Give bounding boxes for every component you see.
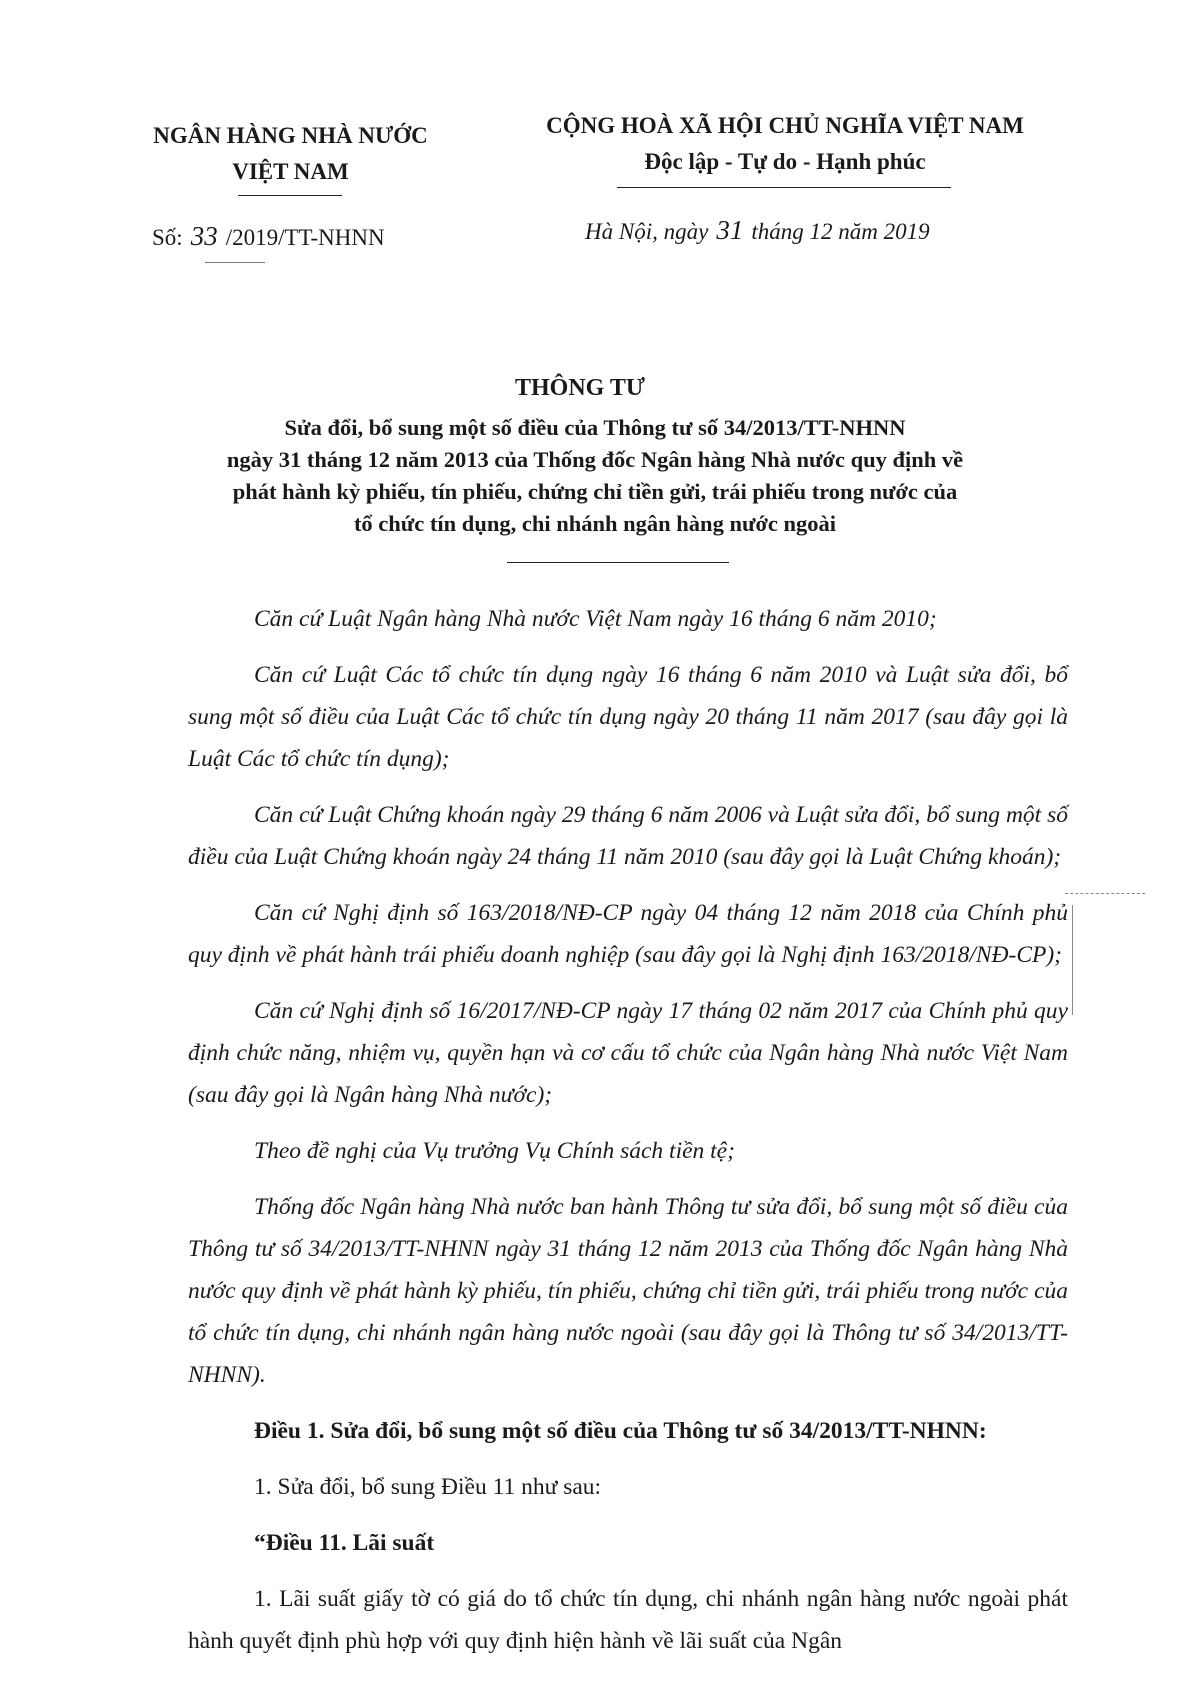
article-1-heading: Điều 1. Sửa đổi, bổ sung một số điều của Thông tư số 34/2013/TT-NHNN: [254, 1418, 987, 1444]
date-handwritten-day: 31 [716, 215, 744, 245]
country-name: CỘNG HOÀ XÃ HỘI CHỦ NGHĨA VIỆT NAM [546, 113, 1024, 138]
document-type: THÔNG TƯ [514, 375, 646, 401]
doc-number-handwritten: 33 [190, 221, 218, 251]
agency-underline [238, 195, 342, 196]
doc-number-prefix: Số: [152, 225, 183, 250]
document-number [152, 218, 385, 256]
legal-basis: Căn cứ Luật Chứng khoán ngày 29 tháng 6 năm 2006 và Luật sửa đổi, bổ sung một số điều của Luật Chứng khoán ngày 24 tháng 11 năm 2010 (sau đây gọi là Luật Chứng khoán); [188, 802, 1068, 870]
issue-date [585, 212, 930, 250]
national-motto: Độc lập - Tự do - Hạnh phúc [644, 149, 926, 174]
subject-line: tổ chức tín dụng, chi nhánh ngân hàng nước ngoài [353, 511, 837, 536]
document-body [188, 598, 1068, 1662]
legal-basis: Căn cứ Luật Ngân hàng Nhà nước Việt Nam ngày 16 tháng 6 năm 2010; [254, 606, 937, 632]
issuance-statement: Thống đốc Ngân hàng Nhà nước ban hành Thông tư sửa đổi, bổ sung một số điều của Thông tư số 34/2013/TT-NHNN ngày 31 tháng 12 năm 2013 của Thống đốc Ngân hàng Nhà nước quy định về phát hành kỳ phiếu, tín phiếu, chứng chỉ tiền gửi, trái phiếu trong nước của tổ chức tín dụng, chi nhánh ngân hàng nước ngoài (sau đây gọi là Thông tư số 34/2013/TT-NHNN). [188, 1194, 1068, 1388]
agency-line-1: NGÂN HÀNG NHÀ NƯỚC [153, 123, 428, 148]
subject-line: Sửa đổi, bổ sung một số điều của Thông tư số 34/2013/TT-NHNN [284, 415, 906, 440]
legal-basis: Căn cứ Nghị định số 16/2017/NĐ-CP ngày 17 tháng 02 năm 2017 của Chính phủ quy định chức năng, nhiệm vụ, quyền hạn và cơ cấu tổ chức của Ngân hàng Nhà nước Việt Nam (sau đây gọi là Ngân hàng Nhà nước); [188, 998, 1068, 1108]
doc-number-underline [205, 262, 265, 263]
subject-line: ngày 31 tháng 12 năm 2013 của Thống đốc Ngân hàng Nhà nước quy định về [226, 447, 964, 472]
document-subject [165, 412, 1025, 540]
agency-line-2: VIỆT NAM [232, 159, 349, 184]
national-title [505, 108, 1065, 180]
subject-underline [507, 562, 729, 563]
date-suffix: tháng 12 năm 2019 [751, 219, 930, 244]
issuing-agency [118, 118, 463, 190]
scan-margin-mark [1072, 905, 1073, 1015]
scan-margin-mark [1065, 893, 1145, 894]
proposal-note: Theo đề nghị của Vụ trưởng Vụ Chính sách tiền tệ; [254, 1138, 735, 1164]
date-prefix: Hà Nội, ngày [585, 219, 709, 244]
article-11-paragraph-1: 1. Lãi suất giấy tờ có giá do tổ chức tín dụng, chi nhánh ngân hàng nước ngoài phát hành quyết định phù hợp với quy định hiện hành về lãi suất của Ngân [188, 1586, 1068, 1654]
motto-underline [617, 187, 951, 188]
legal-basis: Căn cứ Luật Các tổ chức tín dụng ngày 16 tháng 6 năm 2010 và Luật sửa đổi, bổ sung một số điều của Luật Các tổ chức tín dụng ngày 20 tháng 11 năm 2017 (sau đây gọi là Luật Các tổ chức tín dụng); [188, 662, 1068, 772]
subject-line: phát hành kỳ phiếu, tín phiếu, chứng chỉ tiền gửi, trái phiếu trong nước của [232, 479, 958, 504]
article-11-heading: “Điều 11. Lãi suất [254, 1530, 435, 1556]
doc-number-suffix: /2019/TT-NHNN [225, 225, 385, 250]
legal-basis: Căn cứ Nghị định số 163/2018/NĐ-CP ngày 04 tháng 12 năm 2018 của Chính phủ quy định về phát hành trái phiếu doanh nghiệp (sau đây gọi là Nghị định 163/2018/NĐ-CP); [188, 900, 1068, 968]
clause-1: 1. Sửa đổi, bổ sung Điều 11 như sau: [254, 1474, 602, 1500]
